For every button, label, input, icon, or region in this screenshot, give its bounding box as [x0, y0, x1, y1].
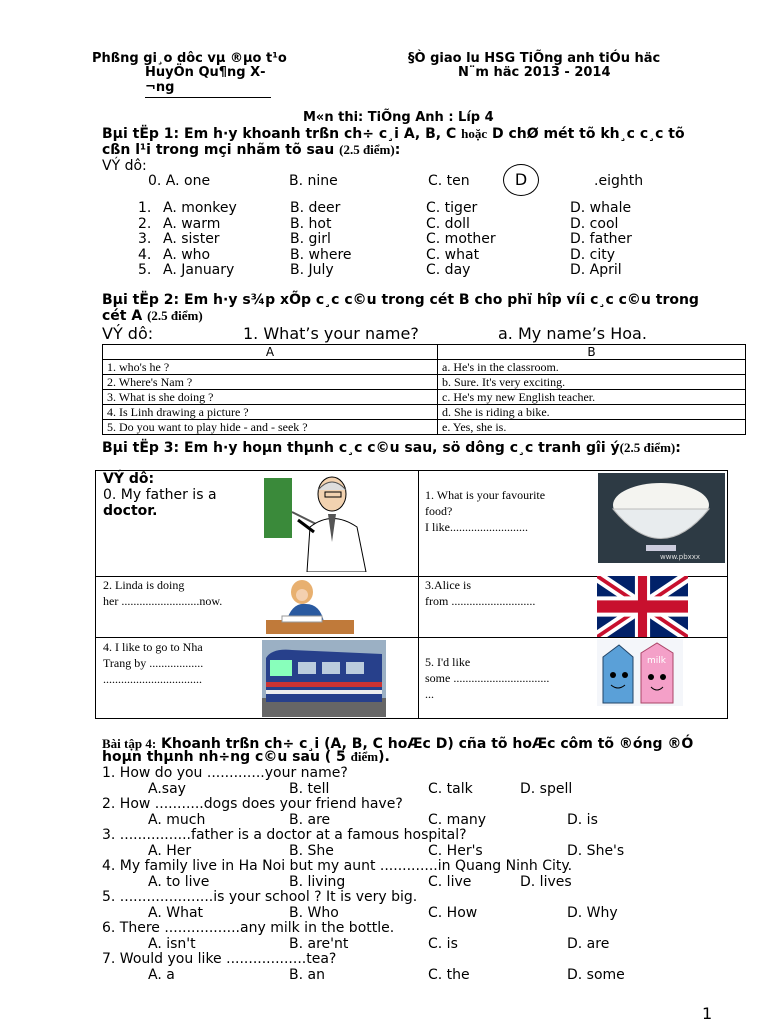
ex1-option-d: D. father: [570, 231, 632, 248]
header-exam-title: §Ò giao lu HSG TiÕng anh tiÓu häc: [408, 51, 661, 66]
ex1-option-n: 1.: [138, 200, 152, 216]
ex4-option-c: C. many: [428, 811, 487, 828]
ex1-option-b: B. July: [290, 262, 334, 279]
header-school-office: Phßng gi¸o dôc vµ ®µo t¹o: [92, 51, 287, 66]
ex2-example-label: VÝ dô:: [102, 324, 154, 343]
ex4-option-a: A.say: [148, 780, 186, 797]
ex4-question-text: 1. How do you .............your name?: [102, 765, 348, 781]
ex1-option-b: B. deer: [290, 200, 341, 216]
ex4-question-text: 3. ................father is a doctor at a famous hospital?: [102, 827, 467, 843]
ex2-title-line1: Bµi tËp 2: Em h·y s¾p xÕp c¸c c©u trong cét B cho phï hîp víi c¸c c©u trong: [102, 292, 699, 308]
ex1-row: [0, 247, 768, 263]
ex2-col-b-header: B: [438, 345, 746, 360]
ex4-option-b: B. an: [289, 966, 325, 983]
ex3-q1-line: 1. What is your favourite: [425, 488, 546, 502]
milk-label: milk: [647, 656, 666, 666]
ex2-cell-a: 1. who's he ?: [103, 360, 438, 375]
ex4-title-line1: Bài tập 4: Khoanh trßn ch÷ c¸i (A, B, C hoÆc D) cña tõ hoÆc côm tõ ®óng ®Ó: [102, 736, 694, 752]
ex4-option-b: B. are'nt: [289, 935, 349, 952]
ex3-grid-row-line-2: [95, 637, 728, 638]
table-row: [103, 360, 746, 375]
ex1-option-b: B. hot: [290, 215, 332, 232]
ex3-q4-line: 4. I like to go to Nha: [103, 640, 203, 654]
ex1-option-c: C. day: [426, 262, 471, 279]
ex4-option-a: A. isn't: [148, 935, 196, 952]
header-school-year: N¨m häc 2013 - 2014: [458, 65, 611, 80]
ex4-option-b: B. are: [289, 811, 331, 828]
ex4-option-a: A. much: [148, 811, 206, 828]
table-row: [103, 420, 746, 435]
page-number: 1: [702, 1004, 713, 1023]
ex4-option-d: D. She's: [567, 842, 625, 859]
ex1-row: [0, 231, 768, 247]
ex1-example-label: VÝ dô:: [102, 158, 147, 174]
ex2-cell-a: 5. Do you want to play hide - and - seek ?: [103, 420, 438, 435]
ex4-question-text: 7. Would you like ..................tea?: [102, 951, 337, 967]
ex4-option-b: B. Who: [289, 904, 339, 921]
ex1-option-a: A. sister: [163, 231, 220, 248]
ex3-example-label: VÝ dô:: [103, 471, 155, 487]
ex2-cell-b: e. Yes, she is.: [438, 420, 746, 435]
ex2-title-line2: cét A (2.5 điểm): [102, 308, 203, 324]
ex2-cell-b: c. He's my new English teacher.: [438, 390, 746, 405]
ex4-options-row: [0, 936, 768, 952]
ex3-question-4: [103, 639, 203, 687]
ex3-question-1: [425, 487, 545, 535]
table-row: [103, 390, 746, 405]
ex1-option-n: 2.: [138, 215, 152, 232]
ex1-example-b: B. nine: [289, 173, 338, 189]
ex3-q1-line: I like..........................: [425, 520, 528, 534]
ex1-option-c: C. doll: [426, 215, 470, 232]
ex1-option-c: C. what: [426, 246, 480, 263]
ex1-option-b: B. where: [290, 246, 352, 263]
ex4-option-d: D. are: [567, 935, 610, 952]
ex1-option-d: D. city: [570, 246, 616, 263]
ex4-option-b: B. living: [289, 873, 346, 890]
ex3-q3-line: from ............................: [425, 594, 536, 608]
ex3-q2-line: 2. Linda is doing: [103, 578, 185, 592]
ex3-title: Bµi tËp 3: Em h·y hoµn thµnh c¸c c©u sau, sö dông c¸c tranh gîi ý(2.5 điểm):: [102, 440, 681, 456]
ex4-option-a: A. Her: [148, 842, 192, 859]
ex4-options-row: [0, 781, 768, 797]
ex3-q4-line: .................................: [103, 672, 202, 686]
table-row: [103, 405, 746, 420]
ex4-option-c: C. is: [428, 935, 458, 952]
ex1-row: [0, 262, 768, 278]
ex2-cell-b: b. Sure. It's very exciting.: [438, 375, 746, 390]
ex1-option-n: 3.: [138, 231, 152, 248]
ex2-cell-a: 2. Where's Nam ?: [103, 375, 438, 390]
ex1-option-c: C. mother: [426, 231, 496, 248]
ex1-option-a: A. January: [163, 262, 235, 279]
ex3-question-3: [425, 577, 535, 609]
subject-title: M«n thi: TiÕng Anh : Líp 4: [303, 110, 494, 125]
ex4-option-d: D. spell: [520, 780, 573, 797]
ex3-grid-divider: [418, 470, 419, 719]
ex2-col-a-header: A: [103, 345, 438, 360]
ex1-option-d: D. April: [570, 262, 622, 279]
ex1-option-n: 4.: [138, 246, 152, 263]
ex3-q5-line: some ................................: [425, 671, 550, 685]
rice-bowl-image: [598, 473, 725, 563]
ex1-option-a: A. warm: [163, 215, 221, 232]
rice-watermark: www.pbxxx: [660, 553, 701, 561]
ex1-example-num: 0. A. one: [148, 173, 211, 189]
table-row: [103, 375, 746, 390]
train-image: [262, 640, 386, 717]
ex4-option-c: C. talk: [428, 780, 473, 797]
ex1-option-a: A. monkey: [163, 200, 237, 216]
ex3-example-line1: 0. My father is a: [103, 487, 217, 503]
ex1-example-row: [0, 173, 768, 191]
ex1-example-answer-circle: [503, 164, 539, 196]
ex4-question-text: 2. How ...........dogs does your friend have?: [102, 796, 403, 812]
ex3-example-line2: doctor.: [103, 503, 158, 519]
ex1-option-n: 5.: [138, 262, 152, 279]
ex1-option-d: D. cool: [570, 215, 619, 232]
ex3-q2-line: her ..........................now.: [103, 594, 223, 608]
ex4-question-text: 5. .....................is your school ? It is very big.: [102, 889, 418, 905]
ex2-example-answer: a. My name’s Hoa.: [498, 324, 647, 343]
ex1-title-line1: Bµi tËp 1: Em h·y khoanh trßn ch÷ c¸i A, B, C hoặc D chØ mét tõ kh¸c c¸c tõ: [102, 126, 685, 142]
ex4-title-line2: hoµn thµnh nh÷ng c©u sau ( 5 điểm).: [102, 749, 390, 765]
ex4-option-d: D. lives: [520, 873, 572, 890]
ex4-option-c: C. Her's: [428, 842, 483, 859]
ex3-q3-line: 3.Alice is: [425, 578, 471, 592]
uk-flag-image: [597, 576, 688, 637]
ex1-row: [0, 216, 768, 232]
ex4-option-a: A. a: [148, 966, 175, 983]
ex4-question-text: 6. There .................any milk in the bottle.: [102, 920, 395, 936]
ex4-option-c: C. live: [428, 873, 472, 890]
ex1-option-c: C. tiger: [426, 200, 478, 216]
ex4-option-d: D. is: [567, 811, 598, 828]
ex1-option-a: A. who: [163, 246, 211, 263]
header-district: HuyÖn Qu¶ng X¬ng: [145, 65, 271, 98]
ex3-q1-line: food?: [425, 504, 453, 518]
ex3-q5-line: ...: [425, 687, 434, 701]
ex2-cell-a: 3. What is she doing ?: [103, 390, 438, 405]
ex1-row: [0, 200, 768, 216]
ex4-options-row: [0, 967, 768, 983]
ex2-cell-b: d. She is riding a bike.: [438, 405, 746, 420]
ex4-option-d: D. some: [567, 966, 625, 983]
ex4-options-row: [0, 843, 768, 859]
ex4-option-c: C. How: [428, 904, 478, 921]
ex4-options-row: [0, 874, 768, 890]
ex1-option-d: D. whale: [570, 200, 632, 216]
girl-writing-image: [262, 578, 358, 634]
ex4-question-text: 4. My family live in Ha Noi but my aunt .............in Quang Ninh City.: [102, 858, 573, 874]
ex4-option-a: A. What: [148, 904, 204, 921]
ex3-question-5: [425, 654, 549, 702]
milk-cartons-image: [597, 639, 683, 706]
ex3-q4-line: Trang by ..................: [103, 656, 204, 670]
ex1-title-line2: cßn l¹i trong mçi nhãm tõ sau (2.5 điểm):: [102, 142, 401, 158]
doctor-teacher-image: [262, 472, 376, 572]
ex4-option-d: D. Why: [567, 904, 618, 921]
ex4-option-b: B. tell: [289, 780, 330, 797]
ex4-option-c: C. the: [428, 966, 470, 983]
ex3-question-2: [103, 577, 222, 609]
ex2-cell-b: a. He's in the classroom.: [438, 360, 746, 375]
ex4-option-b: B. She: [289, 842, 334, 859]
ex1-example-answer-letter: D: [514, 170, 528, 189]
ex4-options-row: [0, 812, 768, 828]
ex2-example-question: 1. What’s your name?: [243, 324, 419, 343]
ex3-q5-line: 5. I'd like: [425, 655, 471, 669]
ex2-cell-a: 4. Is Linh drawing a picture ?: [103, 405, 438, 420]
ex2-match-table: [102, 344, 746, 435]
ex1-example-d-word: .eighth: [594, 173, 644, 189]
ex4-option-a: A. to live: [148, 873, 210, 890]
ex4-options-row: [0, 905, 768, 921]
ex1-option-b: B. girl: [290, 231, 331, 248]
ex1-example-c: C. ten: [428, 173, 470, 189]
